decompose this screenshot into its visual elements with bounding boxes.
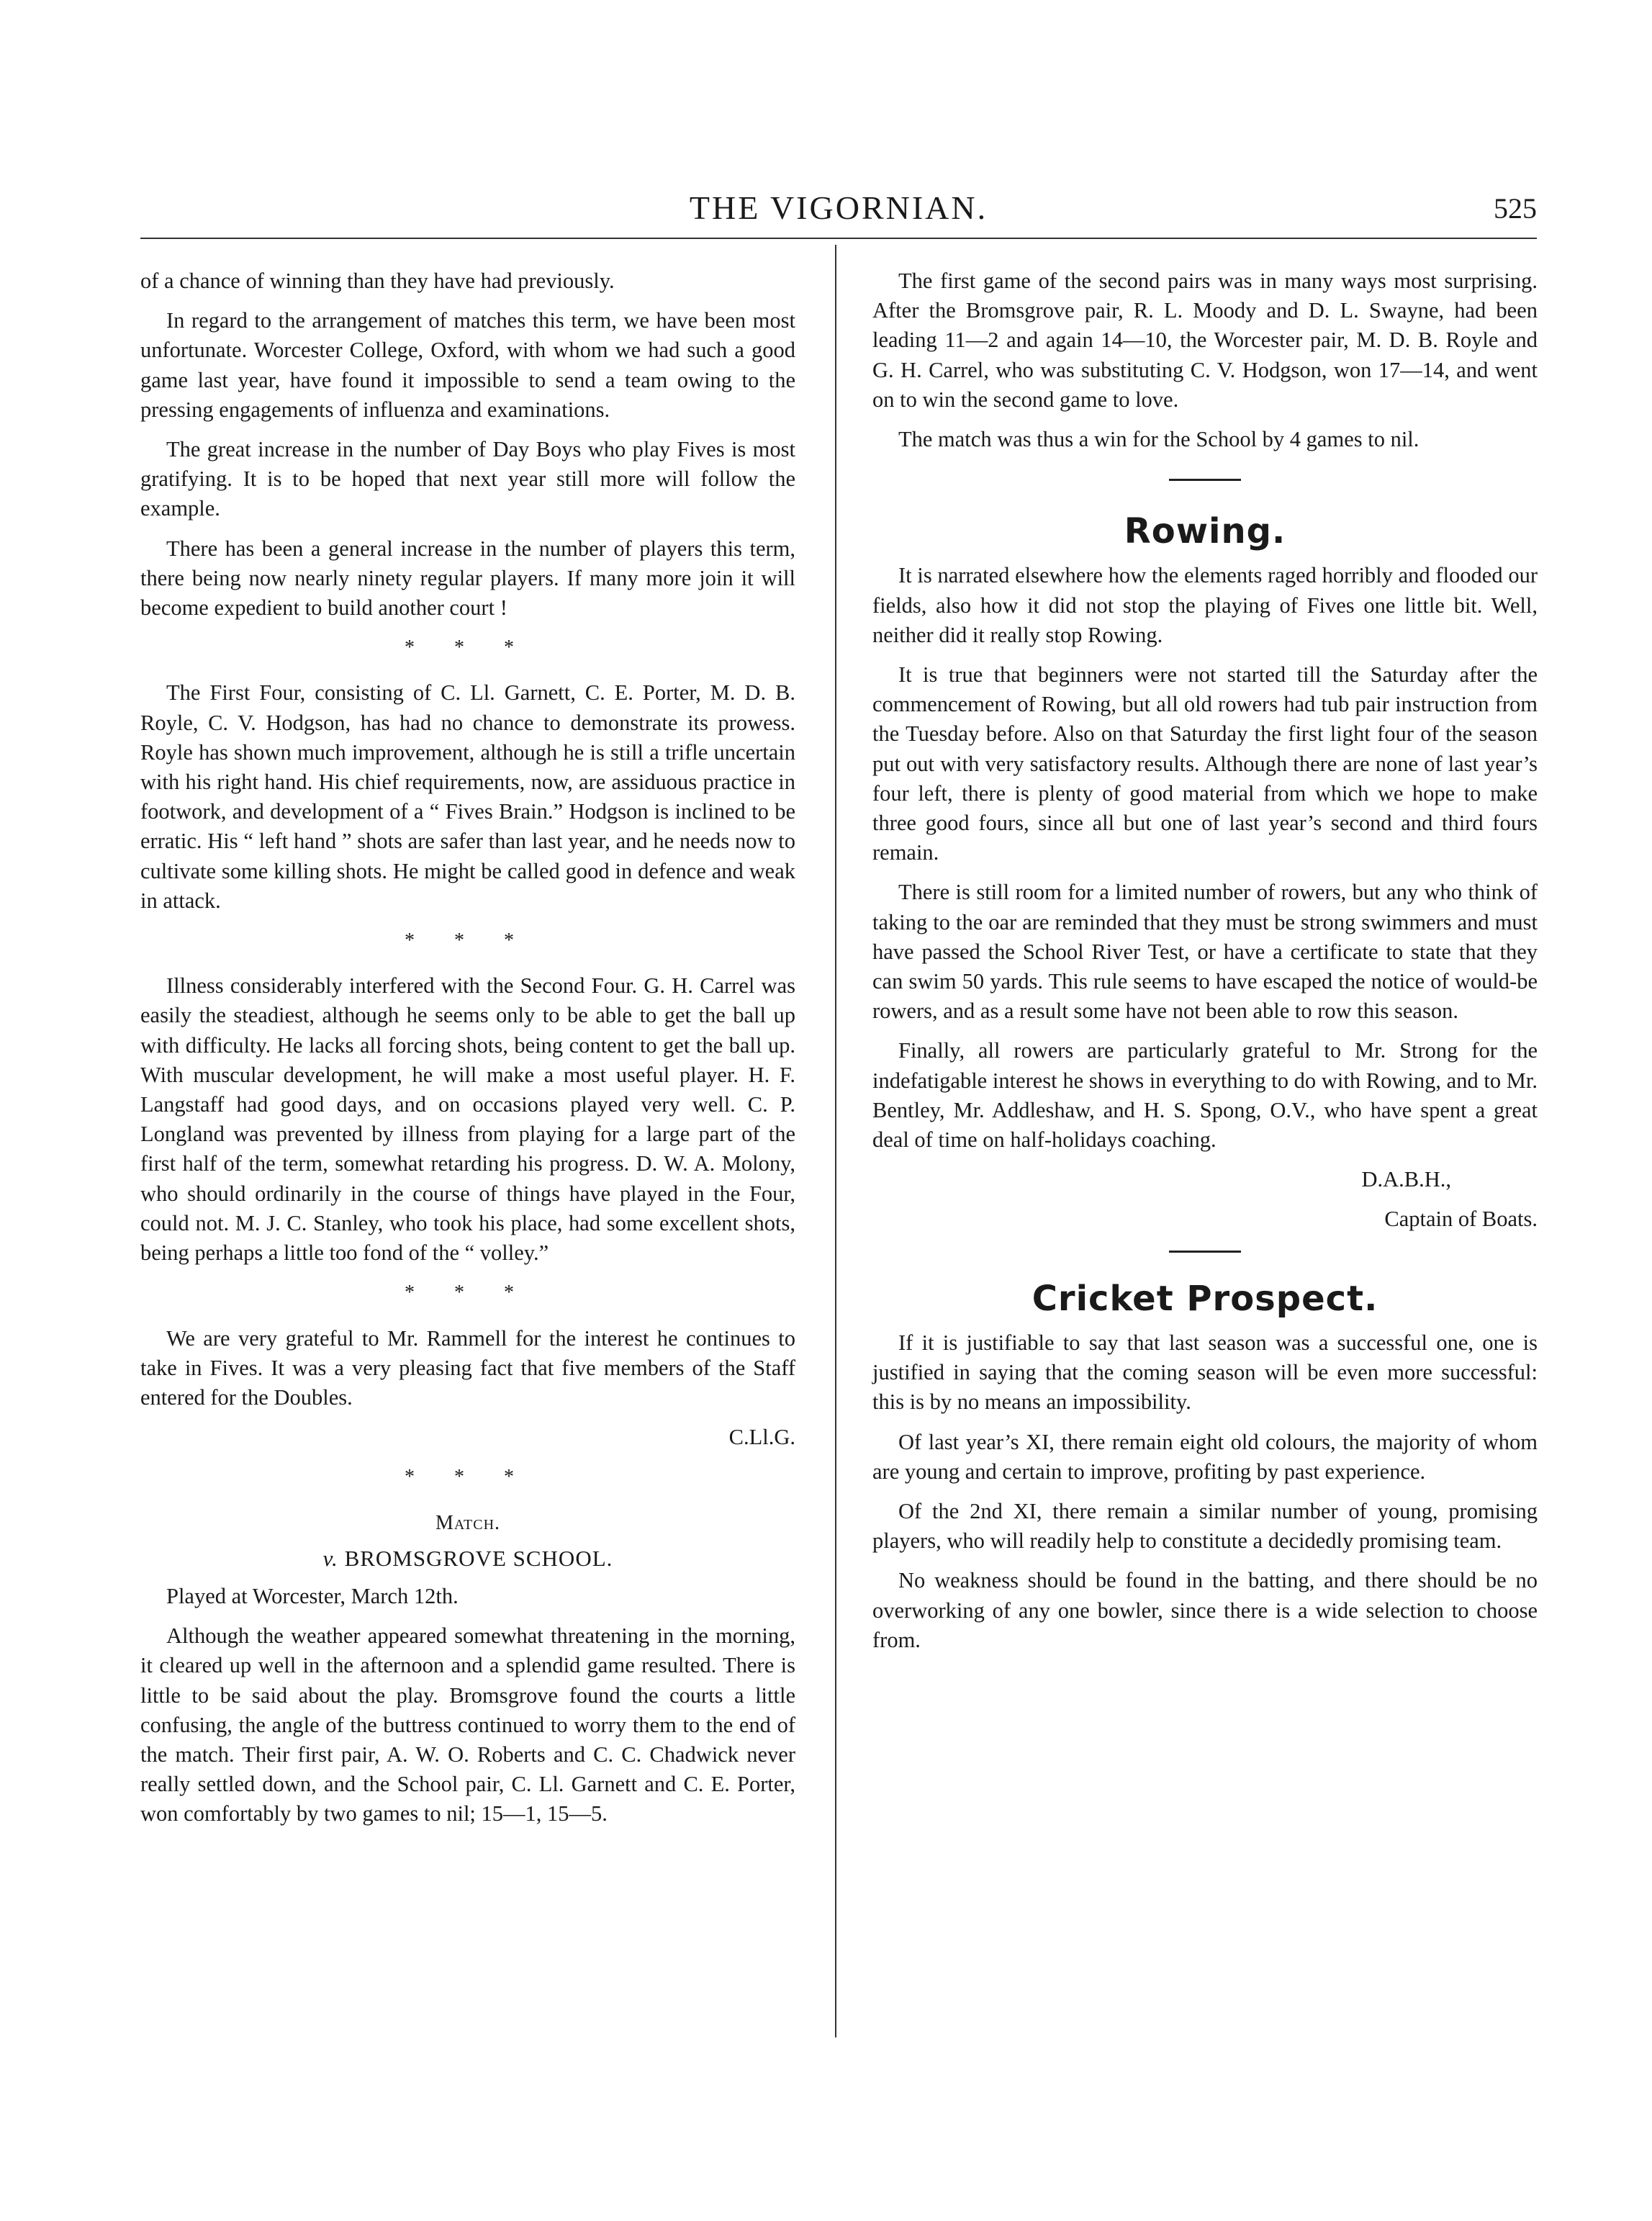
left-column: [140, 266, 795, 1839]
paragraph: If it is justifiable to say that last season was a successful one, one is justified in saying that the coming season will be even more successful: this is by no means an impossibility.: [872, 1330, 1538, 1415]
signature: C.Ll.G.: [728, 1425, 795, 1450]
right-column: [872, 266, 1538, 1665]
paragraph: The first game of the second pairs was in many ways most surprising. After the Bromsgrove pair, R. L. Moody and D. L. Swayne, had been leading 11—2 and again 14—10, the Worcester pair, M. D. B. Royle and G. H. Carrel, who was substituting C. V. Hodgson, won 17—14, and went on to win the second game to love.: [872, 269, 1538, 412]
paragraph: There is still room for a limited number of rowers, but any who think of taking to the oar are reminded that they must be strong swimmers and must have passed the School River Test, or have a certificate to state that they can swim 50 yards. This rule seems to have escaped the notice of would-be rowers, and as a result some have not been able to row this season.: [872, 880, 1538, 1024]
versus-label: v.: [322, 1545, 338, 1571]
page-number: 525: [1494, 192, 1537, 225]
paragraph: Although the weather appeared somewhat threatening in the morning, it cleared up well in the afternoon and a splendid game resulted. There is little to be said about the play. Bromsgrove found the courts a little confusing, the angle of the buttress continued to worry them to the end of the match. Their first pair, A. W. O. Roberts and C. C. Chadwick never really settled down, and the School pair, C. Ll. Garnett and C. E. Porter, won comfortably by two games to nil; 15—1, 15—5.: [140, 1623, 795, 1826]
paragraph: of a chance of winning than they have had previously.: [140, 269, 615, 293]
paragraph: In regard to the arrangement of matches this term, we have been most unfortunate. Worcester College, Oxford, with whom we had such a good game last year, have found it impossible to send a team owing to the pressing engagements of influenza and examinations.: [140, 308, 795, 422]
rowing-heading: Rowing.: [1124, 511, 1286, 552]
column-divider: [835, 245, 836, 2037]
paragraph: Illness considerably interfered with the Second Four. G. H. Carrel was easily the steadiest, although he seems only to be able to get the ball up with difficulty. He lacks all forcing shots, being content to get the ball up. With muscular development, he will make a most useful player. H. F. Langstaff had good days, and on occasions played very well. C. P. Longland was prevented by illness from playing for a large part of the first half of the term, somewhat retarding his progress. D. W. A. Molony, who should ordinarily in the course of things have played in the Four, could not. M. J. C. Stanley, who took his place, had some excellent shots, being perhaps a little too fond of the “ volley.”: [140, 973, 795, 1266]
page-header: [140, 189, 1537, 239]
header-rule: [140, 238, 1537, 239]
paragraph: Played at Worcester, March 12th.: [166, 1583, 459, 1608]
paragraph: Of the 2nd XI, there remain a similar number of young, promising players, who will readily help to constitute a decidedly promising team.: [872, 1498, 1538, 1554]
match-title: [140, 1544, 795, 1573]
paragraph: Of last year’s XI, there remain eight old colours, the majority of whom are young and certain to improve, profiting by past experience.: [872, 1429, 1538, 1484]
paragraph: No weakness should be found in the batting, and there should be no overworking of any one bowler, since there is a wide selection to choose from.: [872, 1568, 1538, 1652]
cricket-heading: Cricket Prospect.: [1032, 1278, 1378, 1319]
signature-title: Captain of Boats.: [1384, 1207, 1538, 1232]
paragraph: The great increase in the number of Day Boys who play Fives is most gratifying. It is to be hoped that next year still more will follow the example.: [140, 437, 795, 521]
paragraph: The First Four, consisting of C. Ll. Garnett, C. E. Porter, M. D. B. Royle, C. V. Hodgson, has had no chance to demonstrate its prowess. Royle has shown much improvement, although he is still a trifle uncertain with his right hand. His chief requirements, now, are assiduous practice in footwork, and development of a “ Fives Brain.” Hodgson is inclined to be erratic. His “ left hand ” shots are safer than last year, and he needs now to cultivate some killing shots. He might be called good in defence and weak in attack.: [140, 680, 795, 913]
section-rule: [1169, 479, 1241, 481]
asterism: * * *: [405, 1281, 531, 1305]
running-title: THE VIGORNIAN.: [689, 189, 988, 226]
paragraph: There has been a general increase in the number of players this term, there being now nearly ninety regular players. If many more join it will become expedient to build another court !: [140, 536, 795, 621]
paragraph: The match was thus a win for the School by 4 games to nil.: [898, 427, 1419, 452]
paragraph: We are very grateful to Mr. Rammell for the interest he continues to take in Fives. It was a very pleasing fact that five members of the Staff entered for the Doubles.: [140, 1325, 795, 1410]
match-label: Match.: [435, 1511, 501, 1534]
signature-name: D.A.B.H.,: [1361, 1167, 1451, 1192]
asterism: * * *: [405, 636, 531, 659]
paragraph: Finally, all rowers are particularly grateful to Mr. Strong for the indefatigable interest he shows in everything to do with Rowing, and to Mr. Bentley, Mr. Addleshaw, and H. S. Spong, O.V., who have spent a great deal of time on half-holidays coaching.: [872, 1038, 1538, 1153]
asterism: * * *: [405, 1466, 531, 1489]
section-rule: [1169, 1251, 1241, 1253]
opponent-name: BROMSGROVE SCHOOL.: [344, 1545, 613, 1571]
asterism: * * *: [405, 929, 531, 952]
paragraph: It is narrated elsewhere how the elements raged horribly and flooded our fields, also how it did not stop the playing of Fives one little bit. Well, neither did it really stop Rowing.: [872, 563, 1538, 647]
paragraph: It is true that beginners were not started till the Saturday after the commencement of Rowing, but all old rowers had tub pair instruction from the Tuesday before. Also on that Saturday the first light four of the season put out with very satisfactory results. Although there are none of last year’s four left, there is plenty of good material from which we hope to make three good fours, since all but one of last year’s second and third fours remain.: [872, 662, 1538, 865]
